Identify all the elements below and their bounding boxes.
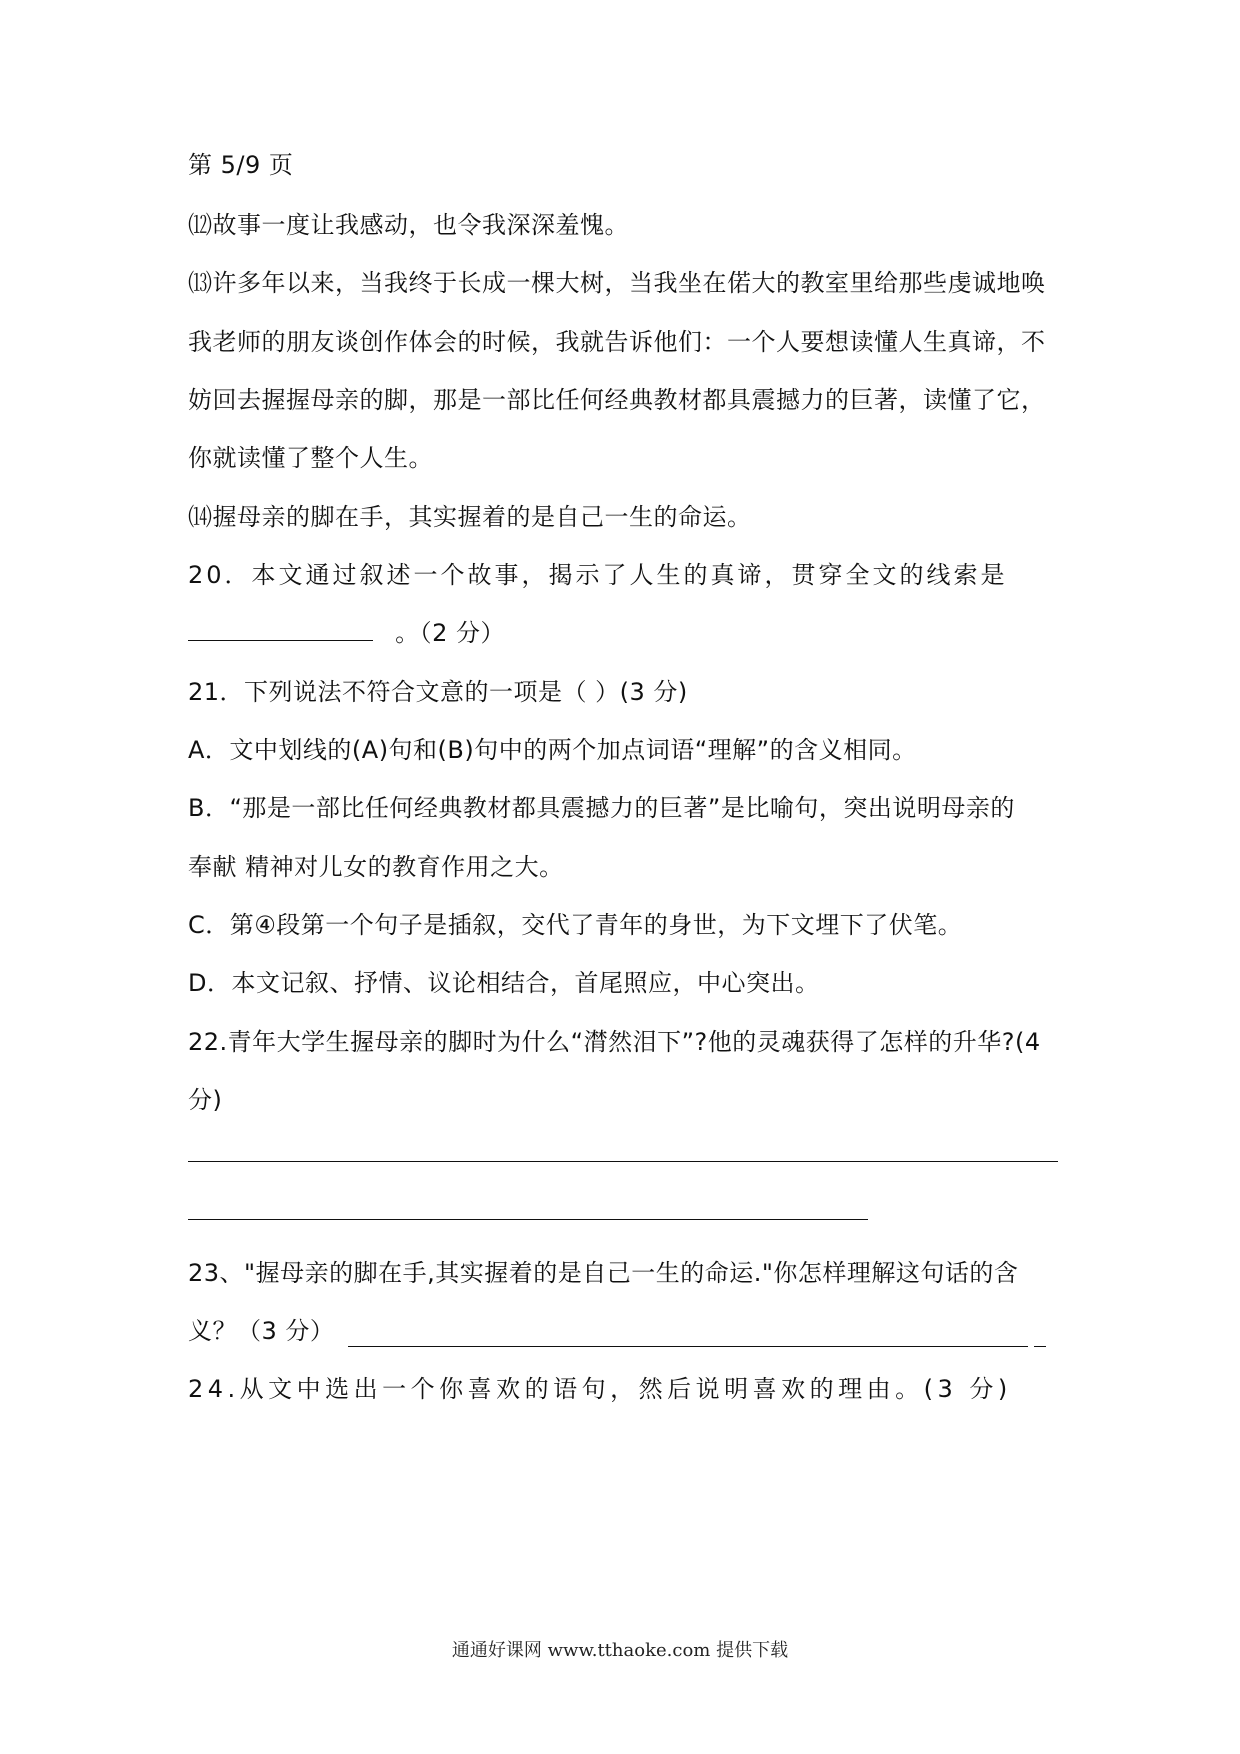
option-c: C．第④段第一个句子是插叙，交代了青年的身世，为下文埋下了伏笔。 (188, 911, 963, 939)
paragraph-13-line-1: ⒀许多年以来，当我终于长成一棵大树，当我坐在偌大的教室里给那些虔诚地唤 (188, 269, 1046, 297)
question-20-score: 。（2 分） (395, 619, 506, 647)
page-number: 第 5/9 页 (188, 151, 294, 179)
option-b-line-1: B．“那是一部比任何经典教材都具震撼力的巨著”是比喻句，突出说明母亲的 (188, 794, 1015, 822)
answer-line[interactable] (348, 1346, 1028, 1347)
answer-blank[interactable] (188, 618, 373, 641)
question-22-line-1: 22.青年大学生握母亲的脚时为什么“潸然泪下”?他的灵魂获得了怎样的升华?(4 (188, 1028, 1041, 1056)
answer-line[interactable] (188, 1219, 868, 1220)
paragraph-13-line-2: 我老师的朋友谈创作体会的时候，我就告诉他们：一个人要想读懂人生真谛，不 (188, 328, 1046, 356)
answer-line-end (1034, 1346, 1046, 1347)
question-20: 20．本文通过叙述一个故事，揭示了人生的真谛，贯穿全文的线索是 (188, 561, 1008, 589)
paragraph-12: ⑿故事一度让我感动，也令我深深羞愧。 (188, 211, 629, 239)
option-d: D．本文记叙、抒情、议论相结合，首尾照应，中心突出。 (188, 969, 820, 997)
option-b-line-2: 奉献 精神对儿女的教育作用之大。 (188, 853, 564, 881)
question-23-line-1: 23、"握母亲的脚在手,其实握着的是自己一生的命运."你怎样理解这句话的含 (188, 1259, 1019, 1287)
option-a: A．文中划线的(A)句和(B)句中的两个加点词语“理解”的含义相同。 (188, 736, 917, 764)
paragraph-14: ⒁握母亲的脚在手，其实握着的是自己一生的命运。 (188, 503, 752, 531)
footer-watermark: 通通好课网 www.tthaoke.com 提供下载 (451, 1640, 789, 1661)
question-22-line-2: 分) (188, 1086, 223, 1114)
answer-line[interactable] (188, 1161, 1058, 1162)
question-24: 24.从文中选出一个你喜欢的语句，然后说明喜欢的理由。(3 分) (188, 1375, 1012, 1403)
question-23-line-2: 义？（3 分） (188, 1317, 335, 1345)
question-20-answer-line (188, 616, 1058, 650)
paragraph-13-line-3: 妨回去握握母亲的脚，那是一部比任何经典教材都具震撼力的巨著，读懂了它， (188, 386, 1046, 414)
question-21: 21．下列说法不符合文意的一项是（ ）(3 分) (188, 678, 688, 706)
paragraph-13-line-4: 你就读懂了整个人生。 (188, 444, 433, 472)
